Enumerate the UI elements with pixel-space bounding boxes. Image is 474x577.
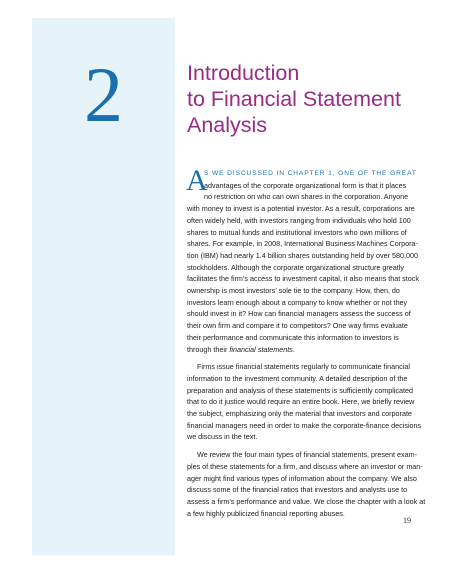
text-line: preparation and analysis of these statements is sufficiently complicated	[187, 385, 413, 395]
text-line: shares. For example, in 2008, International Business Machines Corpora-	[187, 239, 418, 249]
page-number: 19	[403, 516, 411, 525]
text-line: a few highly publicized financial reporting abuses.	[187, 508, 345, 518]
paragraph-intro	[186, 164, 421, 355]
text-fragment: through their	[187, 344, 230, 354]
paragraph-2	[187, 361, 421, 443]
text-line: we discuss in the text.	[187, 432, 258, 442]
text-line: with money to invest is a potential investor. As a result, corporations are	[187, 204, 415, 214]
text-line: assess a firm’s performance and value. We close the chapter with a look at	[187, 496, 426, 506]
text-line: discuss some of the financial ratios that investors and analysts use to	[187, 485, 408, 495]
paragraph-3	[187, 449, 426, 519]
text-line: facilitates the firm’s access to investment capital, it also means that stock	[187, 274, 419, 284]
chapter-title-line: Introduction	[187, 61, 300, 85]
text-line: ager might find various types of information about the company. We also	[187, 473, 417, 483]
text-line: their performance and communicate this information to investors is	[187, 332, 399, 342]
chapter-number: 2	[84, 51, 123, 138]
text-line: advantages of the corporate organizational form is that it places	[204, 180, 407, 190]
text-line: their own firm and compare it to competitors? One way firms evaluate	[187, 321, 408, 331]
text-line: investors learn enough about a company to know whether or not they	[187, 297, 408, 307]
lead-in-caps: S WE DISCUSSED IN CHAPTER 1, ONE OF THE GREAT	[204, 170, 417, 177]
text-line: no restriction on who can own shares in the corporation. Anyone	[204, 192, 409, 202]
text-line: Firms issue financial statements regularly to communicate financial	[197, 362, 410, 372]
text-line: ples of these statements for a firm, and discuss where an investor or man-	[187, 461, 423, 471]
chapter-sidebar	[32, 18, 175, 555]
chapter-title	[187, 60, 457, 138]
text-fragment: .	[292, 344, 295, 354]
text-line: financial managers need in order to make the corporate-finance decisions	[187, 420, 422, 430]
chapter-title-line: to Financial Statement	[187, 87, 401, 111]
text-line-last	[187, 344, 421, 356]
text-line: shares to mutual funds and institutional investors who own millions of	[187, 227, 407, 237]
text-line: We review the four main types of financial statements, present exam-	[197, 450, 417, 460]
text-line: tion (IBM) had nearly 1.4 billion shares outstanding held by over 580,000	[187, 250, 418, 260]
drop-cap: A	[186, 164, 208, 197]
text-line: information to the investment community. A detailed description of the	[187, 373, 408, 383]
text-line: that to do it justice would require an entire book. Here, we briefly review	[187, 397, 415, 407]
text-line: should invest in it? How can financial managers assess the success of	[187, 309, 411, 319]
emphasis-financial-statements: financial statements	[229, 344, 293, 354]
text-line: often widely held, with investors ranging from individuals who hold 100	[187, 215, 411, 225]
text-line: the subject, emphasizing only the material that investors and corporate	[187, 409, 412, 419]
text-line: stockholders. Although the corporate organizational structure greatly	[187, 262, 404, 272]
text-line: ownership is most investors’ sole tie to the company. How, then, do	[187, 286, 400, 296]
chapter-title-line: Analysis	[187, 113, 268, 137]
chapter-body	[186, 164, 426, 519]
